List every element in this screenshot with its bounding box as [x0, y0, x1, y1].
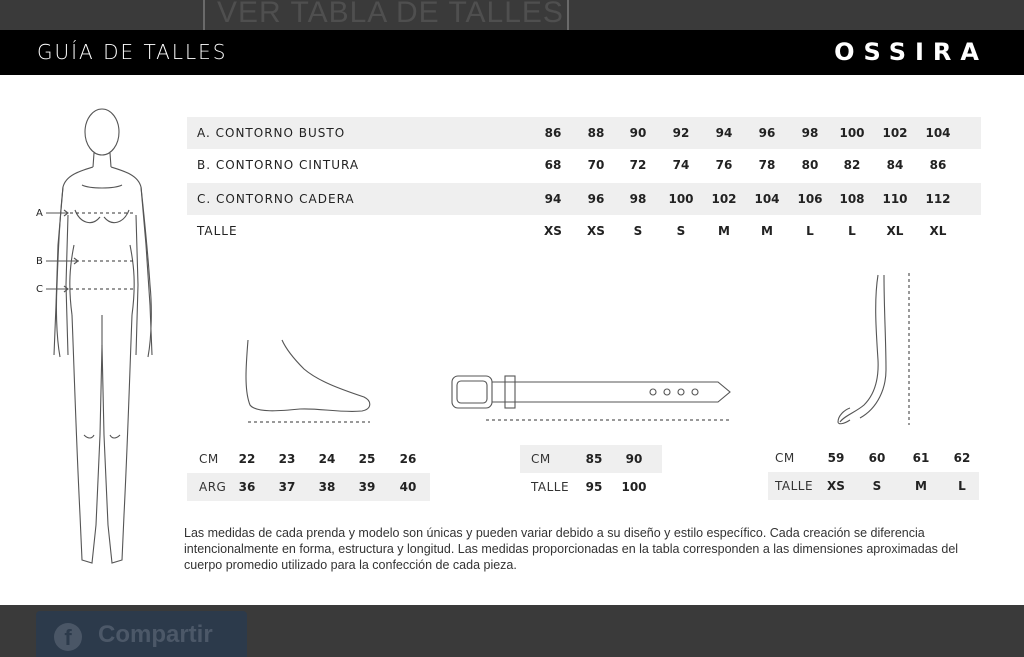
shoes-cell: 39 [358, 480, 376, 494]
shoes-cell: 36 [238, 480, 256, 494]
arms-cell: M [915, 479, 927, 493]
measurement-cell: 108 [839, 192, 865, 206]
shoes-cell: 25 [358, 452, 376, 466]
measurement-cell: 84 [886, 158, 904, 172]
measurement-row-label: C. CONTORNO CADERA [197, 192, 355, 206]
measurement-cell: 104 [754, 192, 780, 206]
view-size-chart-button[interactable] [203, 0, 569, 32]
share-label: Compartir [98, 621, 213, 648]
measurement-cell: 70 [587, 158, 605, 172]
measurement-row [187, 117, 981, 149]
measurement-cell: 88 [587, 126, 605, 140]
measurement-cell: XS [544, 224, 562, 238]
measurement-cell: 100 [839, 126, 865, 140]
shoes-row-key: ARG [199, 480, 227, 494]
measurement-cell: 92 [672, 126, 690, 140]
measurement-cell: XL [929, 224, 947, 238]
measurement-cell: 98 [801, 126, 819, 140]
measurement-cell: 102 [882, 126, 908, 140]
marker-b: B [36, 256, 43, 267]
shoes-cell: 24 [318, 452, 336, 466]
shoes-cell: 26 [399, 452, 417, 466]
shoes-cell: 40 [399, 480, 417, 494]
belts-cell: 95 [585, 480, 603, 494]
arm-illustration [830, 270, 920, 430]
measurement-cell: M [761, 224, 773, 238]
measurement-cell: 74 [672, 158, 690, 172]
view-size-chart-label: VER TABLA DE TALLES [217, 0, 564, 29]
measurement-cell: 104 [925, 126, 951, 140]
arms-cell: L [958, 479, 966, 493]
measurement-table [187, 117, 981, 247]
shoes-row-key: CM [199, 452, 219, 466]
foot-illustration [240, 335, 380, 425]
measurement-cell: 86 [929, 158, 947, 172]
belts-cell: 100 [621, 480, 647, 494]
measurement-cell: 68 [544, 158, 562, 172]
facebook-icon: f [54, 623, 82, 651]
marker-c: C [36, 284, 43, 295]
facebook-share-button[interactable] [36, 611, 247, 657]
modal-header [0, 30, 1024, 75]
shoe-size-table [187, 445, 430, 501]
measurement-cell: M [718, 224, 730, 238]
belts-cell: 90 [625, 452, 643, 466]
measurement-cell: L [806, 224, 814, 238]
shoes-cell: 38 [318, 480, 336, 494]
measurement-row [187, 149, 981, 183]
measurement-cell: 102 [711, 192, 737, 206]
measurement-cell: 78 [758, 158, 776, 172]
measurement-cell: 98 [629, 192, 647, 206]
size-guide-modal [0, 30, 1024, 605]
measurement-row [187, 215, 981, 247]
shoes-row [187, 445, 430, 473]
belt-size-table [520, 445, 662, 501]
arms-row [768, 472, 979, 500]
measurement-row [187, 183, 981, 215]
arms-cell: 59 [827, 451, 845, 465]
measurement-cell: XL [886, 224, 904, 238]
measurement-cell: 100 [668, 192, 694, 206]
measurement-cell: L [848, 224, 856, 238]
measurement-cell: 106 [797, 192, 823, 206]
modal-title: GUÍA DE TALLES [37, 40, 228, 64]
measurement-cell: 94 [544, 192, 562, 206]
arms-cell: XS [827, 479, 845, 493]
shoes-cell: 22 [238, 452, 256, 466]
arms-cell: 62 [953, 451, 971, 465]
arms-cell: S [872, 479, 882, 493]
belt-illustration [450, 370, 740, 440]
body-figure-illustration [30, 105, 190, 575]
measurement-cell: XS [587, 224, 605, 238]
measurement-row-label: A. CONTORNO BUSTO [197, 126, 346, 140]
belts-row-key: CM [531, 452, 551, 466]
belts-cell: 85 [585, 452, 603, 466]
measurement-cell: 112 [925, 192, 951, 206]
shoes-cell: 23 [278, 452, 296, 466]
arms-cell: 61 [912, 451, 930, 465]
measurement-cell: 90 [629, 126, 647, 140]
measurement-cell: 80 [801, 158, 819, 172]
measurement-cell: 96 [587, 192, 605, 206]
arms-row-key: TALLE [775, 479, 814, 493]
shoes-row [187, 473, 430, 501]
measurement-cell: 76 [715, 158, 733, 172]
arm-size-table [768, 444, 979, 500]
measurement-cell: 94 [715, 126, 733, 140]
measurement-cell: 96 [758, 126, 776, 140]
measurement-cell: 72 [629, 158, 647, 172]
measurement-cell: 86 [544, 126, 562, 140]
disclaimer-text: Las medidas de cada prenda y modelo son únicas y pueden variar debido a su diseño y estilo específico. Cada creación se diferencia intencionalmente en forma, estructura y longitud. Las medidas proporcionadas en la tabla corresponden a las dimensiones aproximadas del cuerpo promedio utilizado para la confección de cada pieza. [184, 526, 959, 572]
measurement-cell: 82 [843, 158, 861, 172]
shoes-cell: 37 [278, 480, 296, 494]
measurement-row-label: TALLE [197, 224, 238, 238]
belts-row-key: TALLE [531, 480, 570, 494]
belts-row [520, 473, 662, 501]
measurement-cell: S [676, 224, 686, 238]
brand-logo: OSSIRA [834, 38, 988, 66]
arms-row-key: CM [775, 451, 795, 465]
belts-row [520, 445, 662, 473]
marker-a: A [36, 208, 43, 219]
measurement-cell: 110 [882, 192, 908, 206]
measurement-cell: S [633, 224, 643, 238]
measurement-row-label: B. CONTORNO CINTURA [197, 158, 360, 172]
arms-row [768, 444, 979, 472]
arms-cell: 60 [868, 451, 886, 465]
